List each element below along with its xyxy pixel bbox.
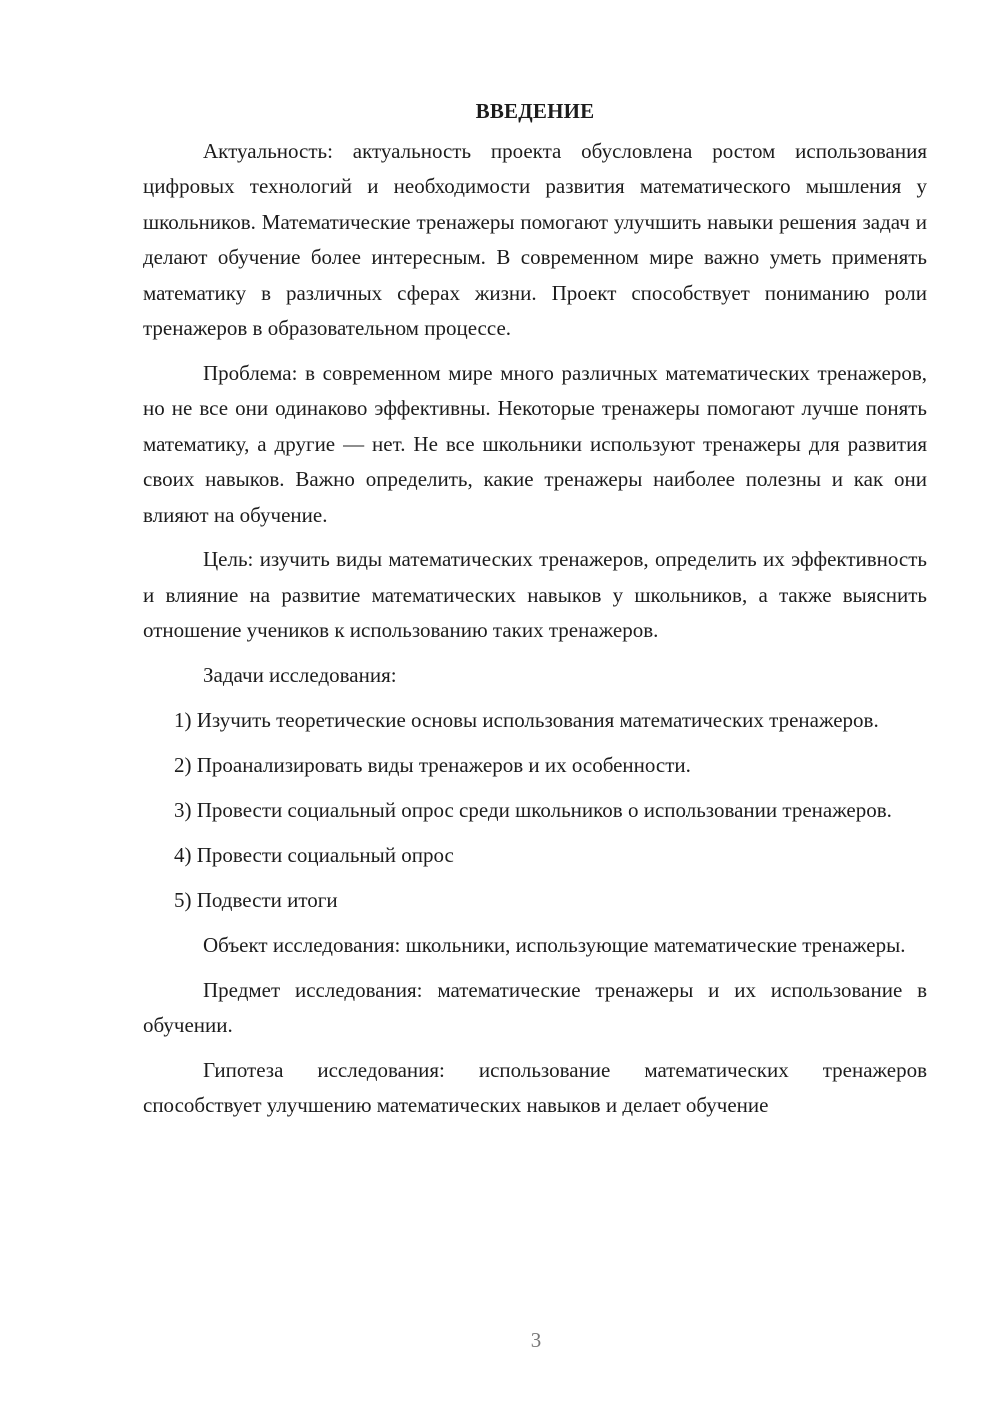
task-item-4: 4) Провести социальный опрос (174, 842, 454, 867)
paragraph-object: Объект исследования: школьники, использующие математические тренажеры. (203, 932, 906, 957)
task-item-2: 2) Проанализировать виды тренажеров и их особенности. (174, 753, 691, 777)
paragraph-relevance: Актуальность: актуальность проекта обусловлена ростом использования цифровых технологий и необходимости развития математического мышления у школьников. Математические тренажеры помогают улучшить навыки решения задач и делают обучение более интересным. В современном мире важно уметь применять математику в различных сферах жизни. Проект способствует пониманию роли тренажеров в образовательном процессе. (143, 139, 927, 341)
paragraph-problem: Проблема: в современном мире много различных математических тренажеров, но не все они одинаково эффективны. Некоторые тренажеры помогают лучше понять математику, а другие — нет. Не все школьники используют тренажеры для развития своих навыков. Важно определить, какие тренажеры наиболее полезны и как они влияют на обучение. (143, 360, 927, 527)
task-item-5: 5) Подвести итоги (174, 887, 338, 912)
page-number: 3 (530, 1328, 542, 1352)
page-content (143, 94, 927, 1133)
paragraph-hypothesis: Гипотеза исследования: использование математических тренажеров способствует улучшению математических навыков и делает обучение (143, 1057, 927, 1118)
paragraph-tasks-heading: Задачи исследования: (203, 663, 397, 688)
section-title: ВВЕДЕНИЕ (475, 99, 595, 123)
paragraph-subject: Предмет исследования: математические тренажеры и их использование в обучении. (143, 977, 927, 1037)
paragraph-goal: Цель: изучить виды математических тренажеров, определить их эффективность и влияние на развитие математических навыков у школьников, а также выяснить отношение учеников к использованию таких тренажеров. (143, 547, 927, 643)
task-item-3: 3) Провести социальный опрос среди школьников о использовании тренажеров. (174, 797, 892, 822)
task-item-1: 1) Изучить теоретические основы использования математических тренажеров. (174, 708, 879, 733)
